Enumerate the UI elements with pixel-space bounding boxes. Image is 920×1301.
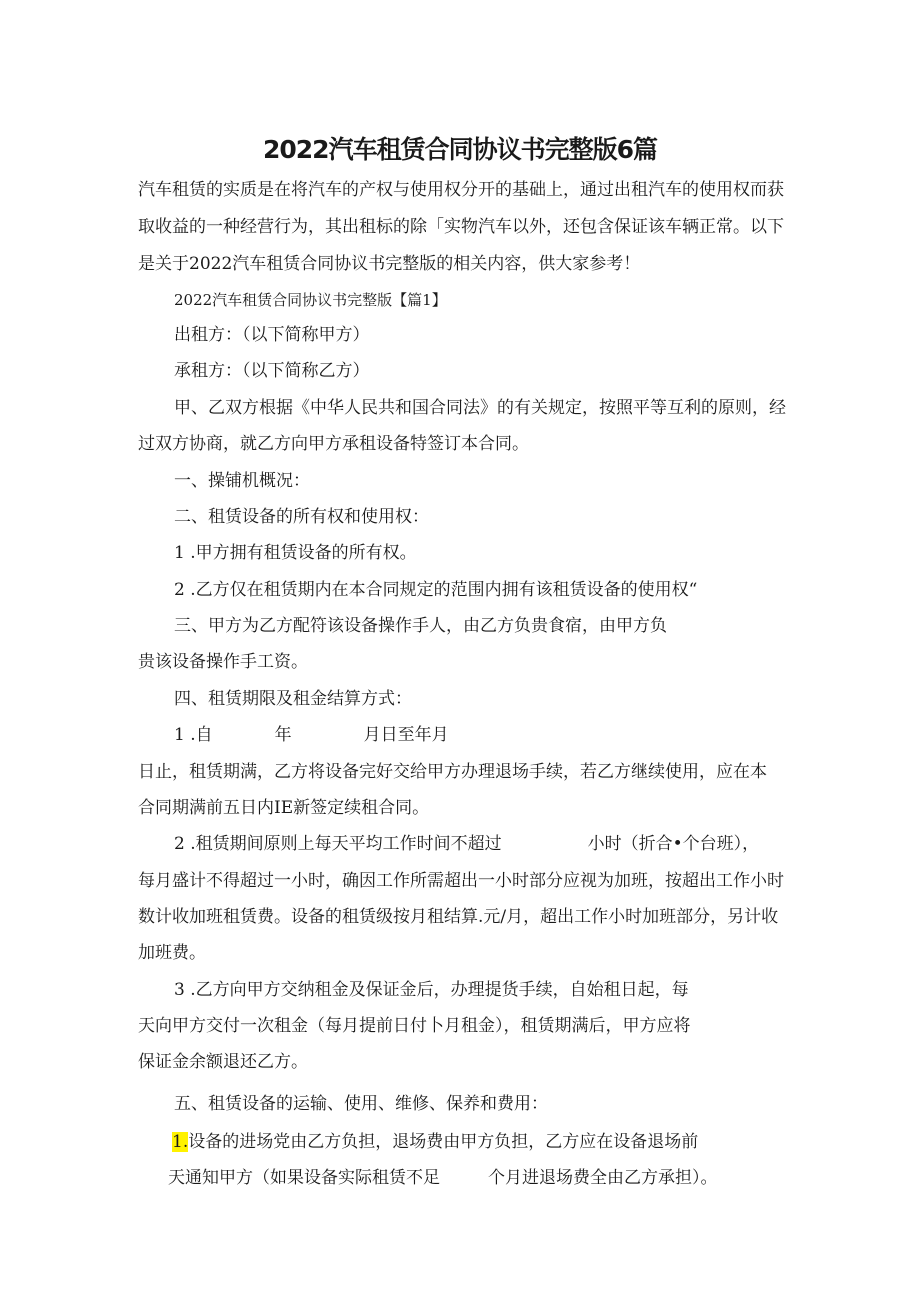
clause-3-line-1: 三、甲方为乙方配符该设备操作手人，由乙方负贵食宿，由甲方负: [174, 616, 667, 636]
clause-1-heading: 一、操铺机概况：: [174, 471, 310, 491]
clause-2-item-2: 2 .乙方仅在租赁期内在本合同规定的范围内拥有该租赁设备的使用权“: [174, 580, 698, 600]
lessee-line: 承租方：（以下简称乙方）: [174, 361, 370, 381]
clause-3-line-2: 贵该设备操作手工资。: [138, 652, 308, 672]
clause-2-item-1: 1 .甲方拥有租赁设备的所有权。: [174, 543, 417, 563]
clause-4-item-1-prefix: 1 .自: [174, 725, 213, 745]
clause-5-item-1-text: 设备的进场党由乙方负担，退场费由甲方负担，乙方应在设备退场前: [188, 1132, 699, 1152]
highlighted-number: 1.: [172, 1132, 189, 1152]
clause-4-item-2-suffix: 小时（折合•个台班），: [587, 834, 760, 854]
clause-4-item-1-date: 月日至年月: [363, 725, 449, 745]
clause-5-item-1-cont-b: 个月进退场费全由乙方承担）。: [488, 1168, 718, 1188]
clause-5-item-1-cont-a: 天通知甲方（如果设备实际租赁不足: [168, 1168, 440, 1188]
section-heading: 2022汽车租赁合同协议书完整版【篇1】: [174, 291, 447, 309]
clause-4-heading: 四、租赁期限及租金结算方式：: [174, 689, 412, 709]
clause-4-item-3-line-1: 3 .乙方向甲方交纳租金及保证金后，办理提货手续，自始租日起，每: [174, 980, 689, 1000]
preamble-line-1: 甲、乙双方根据《中华人民共和国合同法》的有关规定，按照平等互利的原则，经: [174, 398, 786, 418]
lessor-line: 出租方：（以下简称甲方）: [174, 325, 370, 345]
preamble-line-2: 过双方协商，就乙方向甲方承租设备特签订本合同。: [138, 434, 529, 454]
clause-4-item-2-prefix: 2 .租赁期间原则上每天平均工作时间不超过: [174, 834, 502, 854]
clause-4-item-3-line-2: 天向甲方交付一次租金（每月提前日付卜月租金），租赁期满后，甲方应将: [138, 1016, 691, 1036]
clause-4-item-1-year: 年: [274, 725, 292, 745]
clause-4-item-3-line-3: 保证金余额退还乙方。: [138, 1052, 308, 1072]
clause-4-item-1: [174, 723, 449, 747]
intro-line-1: 汽车租赁的实质是在将汽车的产权与使用权分开的基础上，通过出租汽车的使用权而获: [138, 180, 784, 200]
intro-line-3: 是关于2022汽车租赁合同协议书完整版的相关内容，供大家参考！: [138, 254, 641, 274]
clause-5-item-1: [172, 1130, 698, 1154]
document-title: 2022汽车租赁合同协议书完整版6篇: [263, 135, 657, 164]
clause-2-heading: 二、租赁设备的所有权和使用权：: [174, 507, 429, 527]
clause-4-item-2-cont-2: 数计收加班租赁费。设备的租赁级按月租结算.元/月，超出工作小时加班部分，另计收: [138, 907, 779, 927]
clause-4-item-2: [174, 832, 759, 856]
clause-5-heading: 五、租赁设备的运输、使用、维修、保养和费用：: [174, 1094, 548, 1114]
clause-5-item-1-cont: [168, 1166, 718, 1190]
clause-4-item-2-cont-1: 每月盛计不得超过一小时，确因工作所需超出一小时部分应视为加班，按超出工作小时: [138, 871, 784, 891]
clause-4-item-1-cont-1: 日止，租赁期满，乙方将设备完好交给甲方办理退场手续，若乙方继续使用，应在本: [138, 762, 767, 782]
clause-4-item-1-cont-2: 合同期满前五日内IE新签定续租合同。: [138, 798, 430, 818]
clause-4-item-2-cont-3: 加班费。: [138, 943, 206, 963]
intro-line-2: 取收益的一种经营行为，其出租标的除「实物汽车以外，还包含保证该车辆正常。以下: [138, 217, 784, 237]
